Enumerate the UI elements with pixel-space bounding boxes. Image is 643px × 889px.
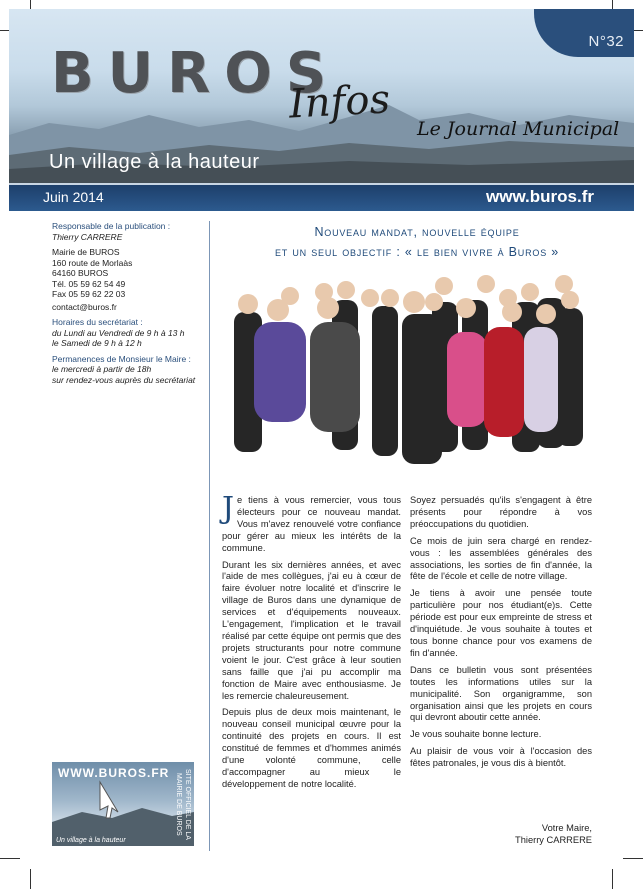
publisher-label: Responsable de la publication : (52, 221, 171, 231)
crop-mark (623, 858, 643, 859)
masthead-banner (9, 9, 634, 185)
hours-label: Horaires du secrétariat : (52, 317, 143, 327)
crop-mark (0, 858, 20, 859)
mayor-hours-label: Permanences de Monsieur le Maire : (52, 353, 191, 364)
mayor-signature (480, 822, 592, 846)
website-badge[interactable] (52, 762, 194, 846)
headline-line: et un seul objectif : « le bien vivre à Buros » (274, 245, 560, 259)
sidebar-info (52, 221, 204, 390)
paragraph: Je vous souhaite bonne lecture. (410, 729, 542, 740)
paragraph: e tiens à vous remercier, vous tous électeurs pour ce nouveau mandat. Vous m'avez renouvelé votre confiance pour gérer au mieux les intérêts de la commune. (222, 495, 401, 553)
town-hall-address (52, 247, 204, 312)
journal-title: Le Journal Municipal (417, 118, 620, 140)
paragraph: Depuis plus de deux mois maintenant, le nouveau conseil municipal œuvre pour la continuité des projets en cours. Il est constitué de femmes et d'hommes animés d'une volonté commune, celle d'accompagner au mieux le développement de notre localité. (222, 707, 401, 789)
address-line: 64160 BUROS (52, 268, 109, 278)
slogan: Un village à la hauteur (49, 151, 260, 173)
article-headline (222, 222, 612, 262)
paragraph: Au plaisir de vous voir à l'occasion des fêtes patronales, je vous dis à bientôt. (410, 746, 592, 769)
logo-infos: Infos (287, 76, 392, 128)
website-link[interactable]: www.buros.fr (486, 187, 594, 206)
paragraph: Dans ce bulletin vous sont présentées toutes les informations utiles sur la municipalité. Son organigramme, son organisation ainsi que les projets en cours qui devront aboutir cette année. (410, 664, 592, 723)
paragraph: Durant les six dernières années, et avec l'aide de mes collègues, j'ai eu à cœur de faire évoluer notre localité et d'inscrire le village de Buros dans une dynamique de services et d'équipements nouveaux. L'engagement, l'implication et le travail réalisé par cette équipe ont permis que des projets structurants pour notre commune voient le jour. C'est grâce à leur soutien sans faille que j'ai pu accomplir ma fonction de Maire avec enthousiasme. Je les remercie chaleureusement. (222, 559, 401, 701)
publisher-name: Thierry CARRERE (52, 231, 123, 242)
issue-number: N°32 (534, 9, 634, 57)
crop-mark (30, 869, 31, 889)
paragraph: Soyez persuadés qu'ils s'engagent à être présents pour répondre à vos préoccupations du quotidien. (410, 495, 592, 529)
mayor-hours-line: sur rendez-vous auprès du secrétariat (52, 374, 196, 385)
badge-site-name: WWW.BUROS.FR (58, 766, 170, 780)
phone: Tél. 05 59 62 54 49 (52, 278, 126, 289)
contact-email[interactable]: contact@buros.fr (52, 301, 117, 312)
headline-line: Nouveau mandat, nouvelle équipe (314, 225, 520, 239)
paragraph: Je tiens à avoir une pensée toute particulière pour nos étudiant(e)s. Cette période est pour eux empreinte de stress et d'inquiétude. Je vous souhaite à toutes et tous bonne chance pour vos examens de fin d'année. (410, 588, 592, 658)
fax: Fax 05 59 62 22 03 (52, 289, 126, 299)
signoff-title: Votre Maire, (541, 823, 592, 833)
hours-line: du Lundi au Vendredi de 9 h à 13 h (52, 327, 185, 338)
paragraph: Ce mois de juin sera chargé en rendez-vous : les assemblées générales des associations, les sorties de fin d'année, la fête de l'école et celle de notre village. (410, 535, 592, 582)
logo-buros: BUROS (51, 41, 341, 106)
column-divider (209, 221, 210, 851)
badge-tagline: Un village à la hauteur (56, 837, 126, 844)
issue-date: Juin 2014 (43, 189, 104, 205)
address-line: 160 route de Morlaàs (52, 257, 133, 268)
signoff-name: Thierry CARRERE (515, 835, 592, 845)
badge-side-text: SITE OFFICIEL DE LA MAIRIE DE BUROS (175, 768, 191, 840)
date-bar (9, 183, 634, 211)
address-line: Mairie de BUROS (52, 247, 120, 257)
hours-line: le Samedi de 9 h à 12 h (52, 338, 142, 348)
municipal-council-group-photo (212, 272, 612, 482)
article-column-1 (222, 491, 401, 796)
mayor-hours-line: le mercredi à partir de 18h (52, 364, 152, 374)
article-column-2 (410, 495, 592, 775)
cursor-arrow-icon (100, 782, 118, 818)
drop-cap: J (222, 491, 235, 526)
crop-mark (612, 869, 613, 889)
